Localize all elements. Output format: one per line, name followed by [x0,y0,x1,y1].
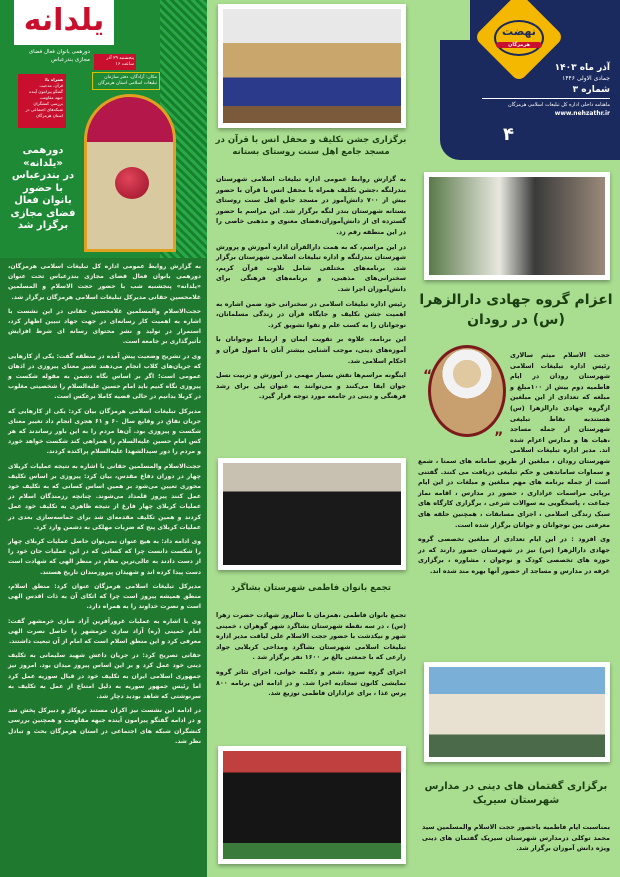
quote-icon: “ [423,368,433,384]
pomegranate-icon [115,167,149,199]
masthead-desc: ماهنامه داخلی اداره کل تبلیغات اسلامی هرمزگان [507,102,610,108]
mid-article2-headline: تجمع بانوان فاطمی شهرستان بشاگرد [231,583,391,593]
right-article2-headline: برگزاری گفتمان های دینی در مدارس شهرستان سیریک [424,781,608,806]
poster-title-box: یلدانه [14,0,114,45]
poster-with-label: همراه با: [44,77,63,82]
poster-with-item: بررسی کنشگران شبکه‌های اجتماعی در استان هرمزگان [25,101,63,118]
poster-with-item: گفتگو پیرامون آینده جبهه مقاومت [29,89,63,100]
poster-with-item: قرآن، مدحیت [39,83,63,88]
page-number: ۴ [503,124,514,145]
pomegranate-illustration [84,94,176,252]
poster-when: پنجشنبه ۲۹ آذر ساعت ۱۶ [94,54,136,70]
date-shamsi: آذر ماه ۱۴۰۳ [554,63,610,73]
poster-headline: دورهمی «یلدانه» در بندرعباس با حضور بانوان فعال فضای مجازی برگزار شد [10,145,76,231]
left-column [0,0,207,877]
right-article2-body: بمناسبت ایام فاطمیه باحضور حجت الاسلام والمسلمین سید محمد توکلی درمدارس شهرستان سیریک گفتمان های دینی ویژه دانش آموزان برگزار شد. [422,823,610,853]
poster-with-box [18,74,66,128]
poster-where: مکان: آزادگان، دفتر سازمان تبلیغات اسلامی استان هرمزگان [92,72,160,90]
poster [0,0,207,258]
date-hijri: جمادی الاولی ۱۴۴۶ [562,75,610,82]
poster-subtitle: دورهمی بانوان فعال فضای مجازی بندرعباس [28,49,90,63]
photo-quran-ceremony [218,4,406,128]
mid-article1-body: به گزارش روابط عمومی اداره تبلیغات اسلامی شهرستان بندرلنگه ،جشن تکلیف همراه با محفل انس با قرآن با حضور بیش از ۷۰۰ دانش‌آموز در مسجد جامع اهل سنت روستای بستانه شهرستان بندر لنگه برگزار شد. این مراسم با حضور گسترده ای از دانش‌آموزان،فضای معنوی و مذهبی خاصی را در این منطقه رقم زد. در این مراسم، که به همت دارالقرآن اداره آموزش و پرورش شهرستان بندرلنگه و اداره تبلیغات اسلامی شهرستان برگزار شد، برنامه‌های مختلفی شامل تلاوت قرآن کریم، سخنرانی‌های مذهبی، و برنامه‌های فرهنگی برای دانش‌آموزان اجرا شد. رئیس اداره تبلیغات اسلامی در سخنرانی خود ضمن اشاره به اهمیت جشن تکلیف و جایگاه قرآن در زندگی مسلمانان، نوجوانان را به کسب علم و تقوا تشویق کرد. این برنامه، علاوه بر تقویت ایمان و ارتباط نوجوانان با آموزه‌های دینی، موجب آشنایی بیشتر آنان با اصول قرآن و احکام اسلامی شد. اینگونه مراسم‌ها نقش بسیار مهمی در آموزش و تربیت نسل جوان ایفا می‌کنند و می‌توانند به عنوان پلی برای رشد فرهنگی و دینی در جامعه مورد توجه قرار گیرد. [216,175,406,401]
photo-clerics [424,172,610,280]
mid-article1-headline: برگزاری جشن تکلیف و محفل انس با قرآن در مسجد جامع اهل سنت روستای بستانه [215,135,407,157]
masthead-info [482,62,610,145]
right-article1-body: حجت الاسلام میثم سالاری رئیس اداره تبلیغات اسلامی شهرستان رودان در ایام فاطمیه دوم بیش از ۱۰۰مبلغ و مبلغه که تعدادی از این مبلغین ازگروه جهادی دارالزهرا (س) هستندبه نقاط تبلیغی شهرستان از جمله مساجد ،هیات ها و مدارس اعزام شده اند. مدیر اداره تبلیغات اسلامی شهرستان رودان ، مبلغین از طریق سامانه های سمتا ، شمع و سماوات ساماندهی و حکم تبلیغی دریافت می کنند. گفتنی است از جمله برنامه های مهم مبلغین و مبلغات در این ایام برپایی مراسمات عزاداری ، حضور در مدارس ، اقامه نماز جماعت ، پاسخگویی به سوالات شرعی ، برگزاری کارگاه های سبک زندگی اسلامی ، اجرای مسابقات ، همچنین حلقه های معرفتی بین نوجوانان و جوانان برگزار شده است. وی افزود : در این ایام تعدادی از مبلغین تخصصی گروه جهادی دارالزهرا (س) نیز در شهرستان حضور دارند که در حوزه های تخصصی کودک و نوجوان ، مشاوره ، برگزاری غرفه در مدارس و مساجد از حضور آنها بهره مند شده اند. [418,351,610,575]
website-url[interactable]: www.nehzathr.ir [554,110,610,117]
photo-women-gathering [218,458,406,570]
quote-icon: ” [494,430,504,446]
photo-women-stage [218,746,406,864]
photo-school-class [424,662,610,762]
issue-number: شماره ۳ [482,84,610,99]
nehzat-logo-text: نهضت هرمزگان [494,20,544,56]
left-article-body: به گزارش روابط عمومی اداره کل تبلیغات اسلامی هرمزگان، دورهمی بانوان فعال فضای مجازی بندرعباس تحت عنوان «یلدانه» پنجشنبه شب با حضور حجت الاسلام و المسلمین غلامحسین حقانی مدیرکل تبلیغات اسلامی هرمزگان برگزار شد. حجت‌الاسلام والمسلمین غلامحسین حقانی در این نشست با اشاره به اهمیت کار رسانه‌ای در جهت جهاد تبیین اظهار کرد، استمرار در تولید و نشر محتوای رسانه ای شرط افزایش تأثیرگذاری بر جامعه است. وی در تشریح وضعیت پیش آمده در منطقه گفت: یکی از کارهایی که جریان‌های کلاب انجام می‌دهند تغییر معنای پیروزی در اذهان عمومی است؛ اگر بر اساس نگاه دشمن به مقوله شکست و پیروزی نگاه کنیم باید امام حسین علیه‌السلام را شخصیتی مغلوب در کربلا بدانیم در حالی قضیه کاملا برعکس است. مدیرکل تبلیغات اسلامی هرمزگان بیان کرد: یکی از کارهایی که جریان نفاق در وقایع سال ۶۰ و ۶۱ هجری انجام داد تغییر معنای شکست و پیروزی بود. آن‌ها مردم را به این باور رساندند که هر کس امام حسین علیه‌السلام را همراهی کند شکست خواهد خورد و مردم را دور سیدالشهدا علیه‌السلام پراکنده کردند. حجت‌الاسلام والمسلمین حقانی با اشاره به نتیجه عملیات کربلای چهار در دوران دفاع مقدس، بیان کرد: پیروزی بر اساس تکلیف محوری تعیین می‌شود بر همین اساس کسانی که به تکلیف خود عمل کنند پیروز قلمداد می‌شوند. چنانچه رزمندگان اسلام در عملیات کربلای چهار فارغ از نتیجه ظاهری به تکلیف خود عمل کردند و همین تکلیف مقدمه‌ای شد برای حماسه‌سازی بعدی در عملیات کربلای پنج که ضربات مهلکی به دشمن وارد کرد. وی ادامه داد: به هیچ عنوان نمی‌توان حاصل عملیات کربلای چهار را شکست دانست چرا که کسانی که در این عملیات جان خود را از دست دادند به عالی‌ترین مقام در منظر الهی که شهادت است دست پیدا کرده اند و شهیدان پیروزمندان تاریخ هستند. مدیرکل تبلیغات اسلامی هرمزگان عنوان کرد: منطق اسلام، منطق همیشه پیروز است چرا که اتکای آن به ذات اقدس الهی است و نصرت خداوند را به همراه دارد. وی با اشاره به عملیات غرورآفرین آزاد سازی خرمشهر گفت: امام خمینی (ره) آزاد سازی خرمشهر را حاصل نصرت الهی معرفی کرد و این منطق اسلام است که امام از آن تبعیت داشتند. حقانی تصریح کرد: در جریان داعش شهید سلیمانی به تکلیف دینی خود عمل کرد و بر این اساس پیروز میدان بود. امروز نیز جمهوری اسلامی ایران به تکلیف خود در قبال سوریه عمل کرد اما رئیس جمهور سوریه به دلیل امتناع از عمل به تکلیف به سرنوشتی که شاهد بودید دچار شد. در ادامه این نشست نیز اکران مستند تروکاژ و دبیرکل پخش شد و در ادامه گفتگو پیرامون آینده جبهه مقاومت و همچنین بررسی کنشگران شبکه های اجتماعی در استان هرمزگان بحث و تبادل نظر شد. [8,263,201,745]
mid-article2-body: تجمع بانوان فاطمی ،همزمان با سالروز شهادت حضرت زهرا (س) ، در سه نقطه شهرستان بشاگرد شهر گوهران ، خمینی شهر و نیکدشت با حضور حجت الاسلام علی لیاقت مدیر اداره تبلیغات اسلامی شهرستان بشاگرد ومداحی کربلایی جواد زارعی که با جمعتی بالغ بر ۱۶۰۰ نفر برگزار شد . اجرای گروه سرود ،شعر و دکلمه خوانی، اجرای تئاتر گروه نمایشی کانون سجادیه اجرا شد. و در ادامه این برنامه ۸۰۰ پرس غذا ، برای عزاداران فاطمی توزیع شد. [216,611,406,698]
right-article1-headline: اعزام گروه جهادی دارالزهرا (س) در رودان [419,292,613,328]
